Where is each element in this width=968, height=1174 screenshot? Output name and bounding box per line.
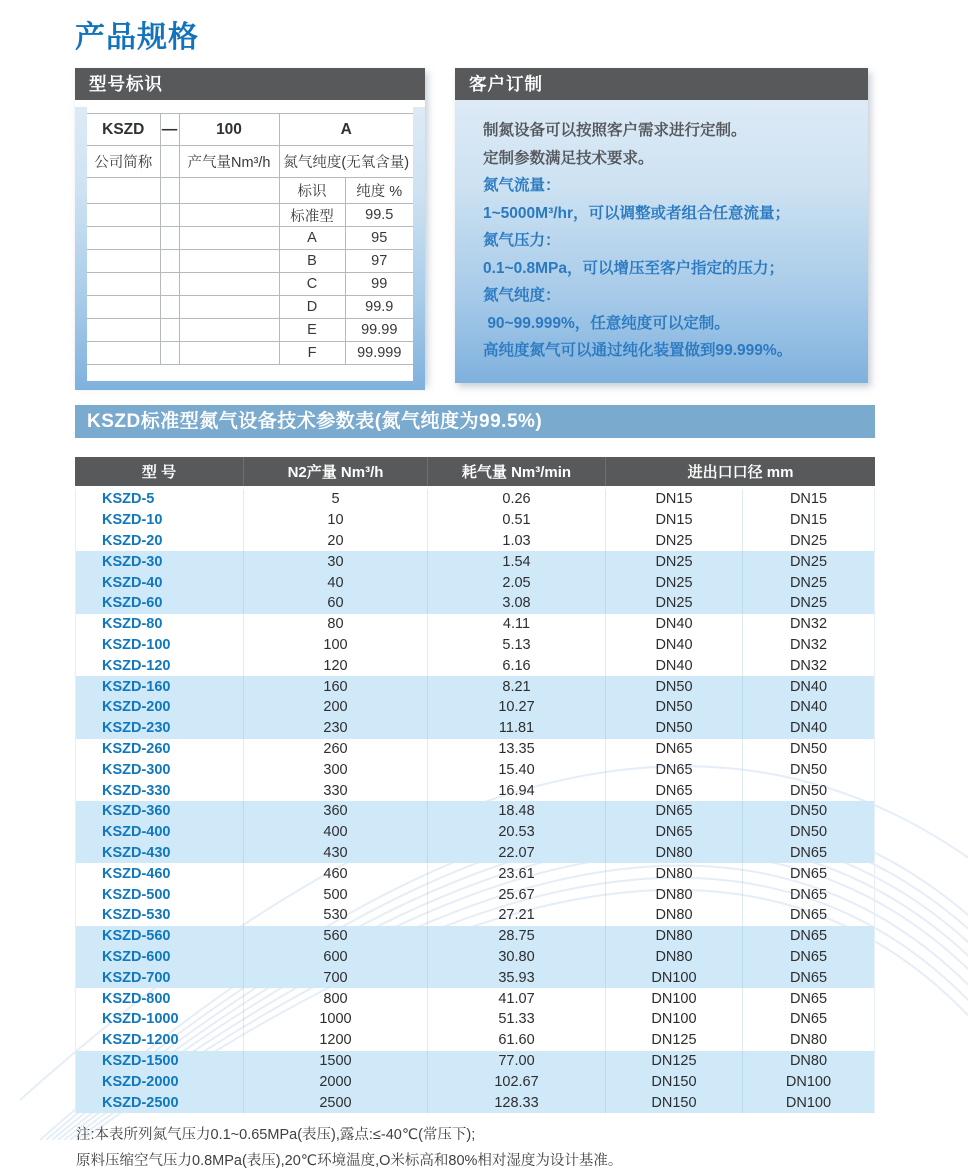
col-header-air-consumption: 耗气量 Nm³/min [427, 457, 605, 486]
model-cell: KSZD-100 [102, 636, 171, 653]
custom-order-text-line: 氮气流量： [483, 177, 561, 194]
purity-head-purity: 纯度 % [345, 178, 413, 204]
custom-order-text-line: 氮气纯度： [483, 287, 561, 304]
model-cell: KSZD-200 [102, 699, 171, 716]
spec-table-row [76, 572, 874, 593]
air-consumption-cell: 25.67 [427, 884, 605, 905]
outlet-dn-cell: DN32 [742, 614, 874, 635]
n2-output-cell: 160 [243, 676, 427, 697]
inlet-dn-cell: DN150 [605, 1092, 742, 1113]
model-cell: KSZD-30 [102, 553, 163, 570]
inlet-dn-cell: DN25 [605, 531, 742, 552]
model-cell: KSZD-2500 [102, 1094, 179, 1111]
spec-table-row [76, 863, 874, 884]
air-consumption-cell: 128.33 [427, 1092, 605, 1113]
purity-value: 99.9 [345, 296, 413, 319]
model-label-purity: 氮气纯度(无氧含量) [279, 146, 413, 178]
spec-table-header-row [75, 457, 875, 486]
inlet-dn-cell: DN100 [605, 1009, 742, 1030]
spec-table-row [76, 697, 874, 718]
model-cell: KSZD-500 [102, 886, 171, 903]
air-consumption-cell: 0.26 [427, 489, 605, 510]
model-cell: KSZD-80 [102, 616, 163, 633]
model-cell: KSZD-10 [102, 512, 163, 529]
purity-mark: 标准型 [279, 204, 345, 227]
spec-table-row [76, 551, 874, 572]
custom-order-text-line: 高纯度氮气可以通过纯化装置做到99.999%。 [483, 342, 793, 359]
outlet-dn-cell: DN50 [742, 801, 874, 822]
outlet-dn-cell: DN15 [742, 489, 874, 510]
spec-table-row [76, 905, 874, 926]
n2-output-cell: 200 [243, 697, 427, 718]
inlet-dn-cell: DN65 [605, 759, 742, 780]
model-cell: KSZD-460 [102, 865, 171, 882]
model-cell: KSZD-1500 [102, 1052, 179, 1069]
model-cell: KSZD-800 [102, 990, 171, 1007]
n2-output-cell: 100 [243, 635, 427, 656]
outlet-dn-cell: DN65 [742, 1009, 874, 1030]
custom-order-text-line: 0.1~0.8MPa，可以增压至客户指定的压力； [483, 259, 785, 277]
inlet-dn-cell: DN25 [605, 572, 742, 593]
air-consumption-cell: 6.16 [427, 655, 605, 676]
model-cell: KSZD-330 [102, 782, 171, 799]
model-code-capacity: 100 [179, 114, 279, 146]
inlet-dn-cell: DN65 [605, 822, 742, 843]
spec-table-row [76, 947, 874, 968]
inlet-dn-cell: DN150 [605, 1071, 742, 1092]
n2-output-cell: 40 [243, 572, 427, 593]
purity-row [87, 250, 413, 273]
purity-row [87, 296, 413, 319]
inlet-dn-cell: DN80 [605, 863, 742, 884]
purity-mark: C [279, 273, 345, 296]
spec-table-row [76, 926, 874, 947]
outlet-dn-cell: DN80 [742, 1051, 874, 1072]
spec-table-row [76, 988, 874, 1009]
inlet-dn-cell: DN15 [605, 510, 742, 531]
air-consumption-cell: 27.21 [427, 905, 605, 926]
outlet-dn-cell: DN40 [742, 676, 874, 697]
n2-output-cell: 120 [243, 655, 427, 676]
spec-table-row [76, 780, 874, 801]
footnotes [76, 1122, 622, 1174]
n2-output-cell: 1500 [243, 1051, 427, 1072]
spec-table-row [76, 676, 874, 697]
custom-order-text-line: 定制参数满足技术要求。 [483, 149, 654, 167]
custom-order-text-line: 90~99.999%，任意纯度可以定制。 [483, 314, 730, 332]
air-consumption-cell: 22.07 [427, 843, 605, 864]
page-title: 产品规格 [75, 21, 199, 54]
outlet-dn-cell: DN40 [742, 718, 874, 739]
spec-table-row [76, 593, 874, 614]
model-cell: KSZD-360 [102, 803, 171, 820]
custom-order-panel [455, 68, 868, 383]
model-cell: KSZD-600 [102, 948, 171, 965]
n2-output-cell: 230 [243, 718, 427, 739]
purity-row [87, 342, 413, 365]
model-code-row [87, 114, 413, 146]
n2-output-cell: 360 [243, 801, 427, 822]
air-consumption-cell: 4.11 [427, 614, 605, 635]
model-cell: KSZD-430 [102, 844, 171, 861]
spec-table-row [76, 1009, 874, 1030]
spec-table-row [76, 884, 874, 905]
n2-output-cell: 560 [243, 926, 427, 947]
n2-output-cell: 1200 [243, 1030, 427, 1051]
inlet-dn-cell: DN65 [605, 780, 742, 801]
outlet-dn-cell: DN40 [742, 697, 874, 718]
n2-output-cell: 2000 [243, 1071, 427, 1092]
custom-order-text-line: 制氮设备可以按照客户需求进行定制。 [483, 122, 747, 139]
outlet-dn-cell: DN25 [742, 572, 874, 593]
model-cell: KSZD-300 [102, 761, 171, 778]
model-table-spacer [87, 365, 413, 382]
outlet-dn-cell: DN65 [742, 884, 874, 905]
n2-output-cell: 800 [243, 988, 427, 1009]
purity-row [87, 227, 413, 250]
air-consumption-cell: 10.27 [427, 697, 605, 718]
purity-mark: D [279, 296, 345, 319]
n2-output-cell: 20 [243, 531, 427, 552]
inlet-dn-cell: DN125 [605, 1051, 742, 1072]
n2-output-cell: 10 [243, 510, 427, 531]
inlet-dn-cell: DN15 [605, 489, 742, 510]
n2-output-cell: 60 [243, 593, 427, 614]
n2-output-cell: 500 [243, 884, 427, 905]
inlet-dn-cell: DN50 [605, 718, 742, 739]
model-id-panel [75, 68, 425, 383]
purity-row [87, 204, 413, 227]
inlet-dn-cell: DN40 [605, 635, 742, 656]
spec-table-row [76, 759, 874, 780]
outlet-dn-cell: DN32 [742, 635, 874, 656]
outlet-dn-cell: DN100 [742, 1092, 874, 1113]
purity-mark: F [279, 342, 345, 365]
model-cell: KSZD-40 [102, 574, 163, 591]
purity-value: 97 [345, 250, 413, 273]
outlet-dn-cell: DN65 [742, 926, 874, 947]
model-cell: KSZD-560 [102, 928, 171, 945]
air-consumption-cell: 11.81 [427, 718, 605, 739]
purity-head-row [87, 178, 413, 204]
n2-output-cell: 400 [243, 822, 427, 843]
spec-table-row [76, 1071, 874, 1092]
spec-table-row [76, 614, 874, 635]
inlet-dn-cell: DN40 [605, 655, 742, 676]
purity-mark: B [279, 250, 345, 273]
spec-table-row [76, 635, 874, 656]
spec-table-row [76, 510, 874, 531]
air-consumption-cell: 102.67 [427, 1071, 605, 1092]
col-header-model: 型 号 [141, 464, 177, 481]
model-code-company: KSZD [87, 114, 160, 146]
spec-table [75, 457, 875, 1113]
outlet-dn-cell: DN50 [742, 759, 874, 780]
n2-output-cell: 700 [243, 967, 427, 988]
model-cell: KSZD-160 [102, 678, 171, 695]
n2-output-cell: 80 [243, 614, 427, 635]
spec-table-body [75, 489, 875, 1113]
air-consumption-cell: 13.35 [427, 739, 605, 760]
model-id-panel-header: 型号标识 [75, 68, 425, 100]
air-consumption-cell: 35.93 [427, 967, 605, 988]
custom-order-text-line: 氮气压力： [483, 232, 561, 249]
outlet-dn-cell: DN65 [742, 905, 874, 926]
model-cell: KSZD-400 [102, 824, 171, 841]
custom-order-panel-header: 客户订制 [455, 68, 868, 100]
model-cell: KSZD-260 [102, 740, 171, 757]
model-cell: KSZD-60 [102, 595, 163, 612]
air-consumption-cell: 1.54 [427, 551, 605, 572]
spec-table-banner: KSZD标准型氮气设备技术参数表(氮气纯度为99.5%) [75, 405, 875, 438]
purity-mark: E [279, 319, 345, 342]
spec-table-row [76, 718, 874, 739]
spec-table-row [76, 843, 874, 864]
n2-output-cell: 2500 [243, 1092, 427, 1113]
spec-table-row [76, 655, 874, 676]
n2-output-cell: 260 [243, 739, 427, 760]
n2-output-cell: 1000 [243, 1009, 427, 1030]
n2-output-cell: 30 [243, 551, 427, 572]
footnote-line: 原料压缩空气压力0.8MPa(表压),20℃环境温度,O米标高和80%相对湿度为设计基准。 [76, 1153, 623, 1169]
purity-mark: A [279, 227, 345, 250]
inlet-dn-cell: DN25 [605, 593, 742, 614]
n2-output-cell: 430 [243, 843, 427, 864]
model-label-row [87, 146, 413, 178]
inlet-dn-cell: DN80 [605, 905, 742, 926]
air-consumption-cell: 41.07 [427, 988, 605, 1009]
inlet-dn-cell: DN80 [605, 884, 742, 905]
model-code-table [87, 107, 413, 381]
outlet-dn-cell: DN50 [742, 739, 874, 760]
air-consumption-cell: 28.75 [427, 926, 605, 947]
n2-output-cell: 300 [243, 759, 427, 780]
outlet-dn-cell: DN100 [742, 1071, 874, 1092]
air-consumption-cell: 0.51 [427, 510, 605, 531]
model-cell: KSZD-1200 [102, 1032, 179, 1049]
model-code-dash: — [160, 114, 179, 146]
air-consumption-cell: 2.05 [427, 572, 605, 593]
purity-value: 99.99 [345, 319, 413, 342]
n2-output-cell: 600 [243, 947, 427, 968]
outlet-dn-cell: DN65 [742, 988, 874, 1009]
model-cell: KSZD-700 [102, 969, 171, 986]
inlet-dn-cell: DN50 [605, 676, 742, 697]
n2-output-cell: 460 [243, 863, 427, 884]
air-consumption-cell: 23.61 [427, 863, 605, 884]
purity-head-mark: 标识 [279, 178, 345, 204]
inlet-dn-cell: DN80 [605, 947, 742, 968]
model-cell: KSZD-120 [102, 657, 171, 674]
outlet-dn-cell: DN65 [742, 843, 874, 864]
custom-order-panel-body [455, 100, 868, 383]
inlet-dn-cell: DN80 [605, 926, 742, 947]
model-id-panel-body [75, 107, 425, 390]
inlet-dn-cell: DN25 [605, 551, 742, 572]
n2-output-cell: 5 [243, 489, 427, 510]
air-consumption-cell: 51.33 [427, 1009, 605, 1030]
inlet-dn-cell: DN125 [605, 1030, 742, 1051]
n2-output-cell: 330 [243, 780, 427, 801]
outlet-dn-cell: DN25 [742, 531, 874, 552]
outlet-dn-cell: DN65 [742, 947, 874, 968]
col-header-port-diameter: 进出口口径 mm [605, 457, 875, 486]
model-cell: KSZD-1000 [102, 1011, 179, 1028]
model-label-capacity: 产气量Nm³/h [179, 146, 279, 178]
inlet-dn-cell: DN50 [605, 697, 742, 718]
purity-value: 95 [345, 227, 413, 250]
purity-row [87, 273, 413, 296]
inlet-dn-cell: DN100 [605, 967, 742, 988]
inlet-dn-cell: DN80 [605, 843, 742, 864]
air-consumption-cell: 20.53 [427, 822, 605, 843]
air-consumption-cell: 8.21 [427, 676, 605, 697]
air-consumption-cell: 3.08 [427, 593, 605, 614]
outlet-dn-cell: DN50 [742, 822, 874, 843]
air-consumption-cell: 77.00 [427, 1051, 605, 1072]
model-cell: KSZD-5 [102, 491, 155, 508]
spec-table-row [76, 822, 874, 843]
inlet-dn-cell: DN65 [605, 801, 742, 822]
outlet-dn-cell: DN25 [742, 593, 874, 614]
air-consumption-cell: 30.80 [427, 947, 605, 968]
air-consumption-cell: 1.03 [427, 531, 605, 552]
inlet-dn-cell: DN40 [605, 614, 742, 635]
inlet-dn-cell: DN100 [605, 988, 742, 1009]
outlet-dn-cell: DN32 [742, 655, 874, 676]
footnote-line: 注:本表所列氮气压力0.1~0.65MPa(表压),露点:≤-40℃(常压下); [76, 1127, 476, 1143]
air-consumption-cell: 61.60 [427, 1030, 605, 1051]
spec-table-row [76, 801, 874, 822]
spec-table-row [76, 1092, 874, 1113]
spec-table-row [76, 739, 874, 760]
model-code-purity: A [279, 114, 413, 146]
air-consumption-cell: 5.13 [427, 635, 605, 656]
custom-order-text-line: 1~5000M³/hr，可以调整或者组合任意流量； [483, 204, 791, 222]
col-header-n2-output: N2产量 Nm³/h [243, 457, 427, 486]
outlet-dn-cell: DN15 [742, 510, 874, 531]
model-label-company: 公司简称 [87, 146, 160, 178]
model-cell: KSZD-530 [102, 907, 171, 924]
purity-row [87, 319, 413, 342]
air-consumption-cell: 18.48 [427, 801, 605, 822]
spec-table-row [76, 967, 874, 988]
air-consumption-cell: 15.40 [427, 759, 605, 780]
spec-table-row [76, 531, 874, 552]
model-cell: KSZD-20 [102, 532, 163, 549]
outlet-dn-cell: DN65 [742, 863, 874, 884]
model-cell: KSZD-2000 [102, 1073, 179, 1090]
inlet-dn-cell: DN65 [605, 739, 742, 760]
air-consumption-cell: 16.94 [427, 780, 605, 801]
spec-table-row [76, 489, 874, 510]
spec-table-row [76, 1030, 874, 1051]
n2-output-cell: 530 [243, 905, 427, 926]
purity-value: 99.5 [345, 204, 413, 227]
purity-value: 99.999 [345, 342, 413, 365]
outlet-dn-cell: DN25 [742, 551, 874, 572]
model-cell: KSZD-230 [102, 720, 171, 737]
purity-value: 99 [345, 273, 413, 296]
outlet-dn-cell: DN65 [742, 967, 874, 988]
outlet-dn-cell: DN50 [742, 780, 874, 801]
outlet-dn-cell: DN80 [742, 1030, 874, 1051]
spec-table-row [76, 1051, 874, 1072]
